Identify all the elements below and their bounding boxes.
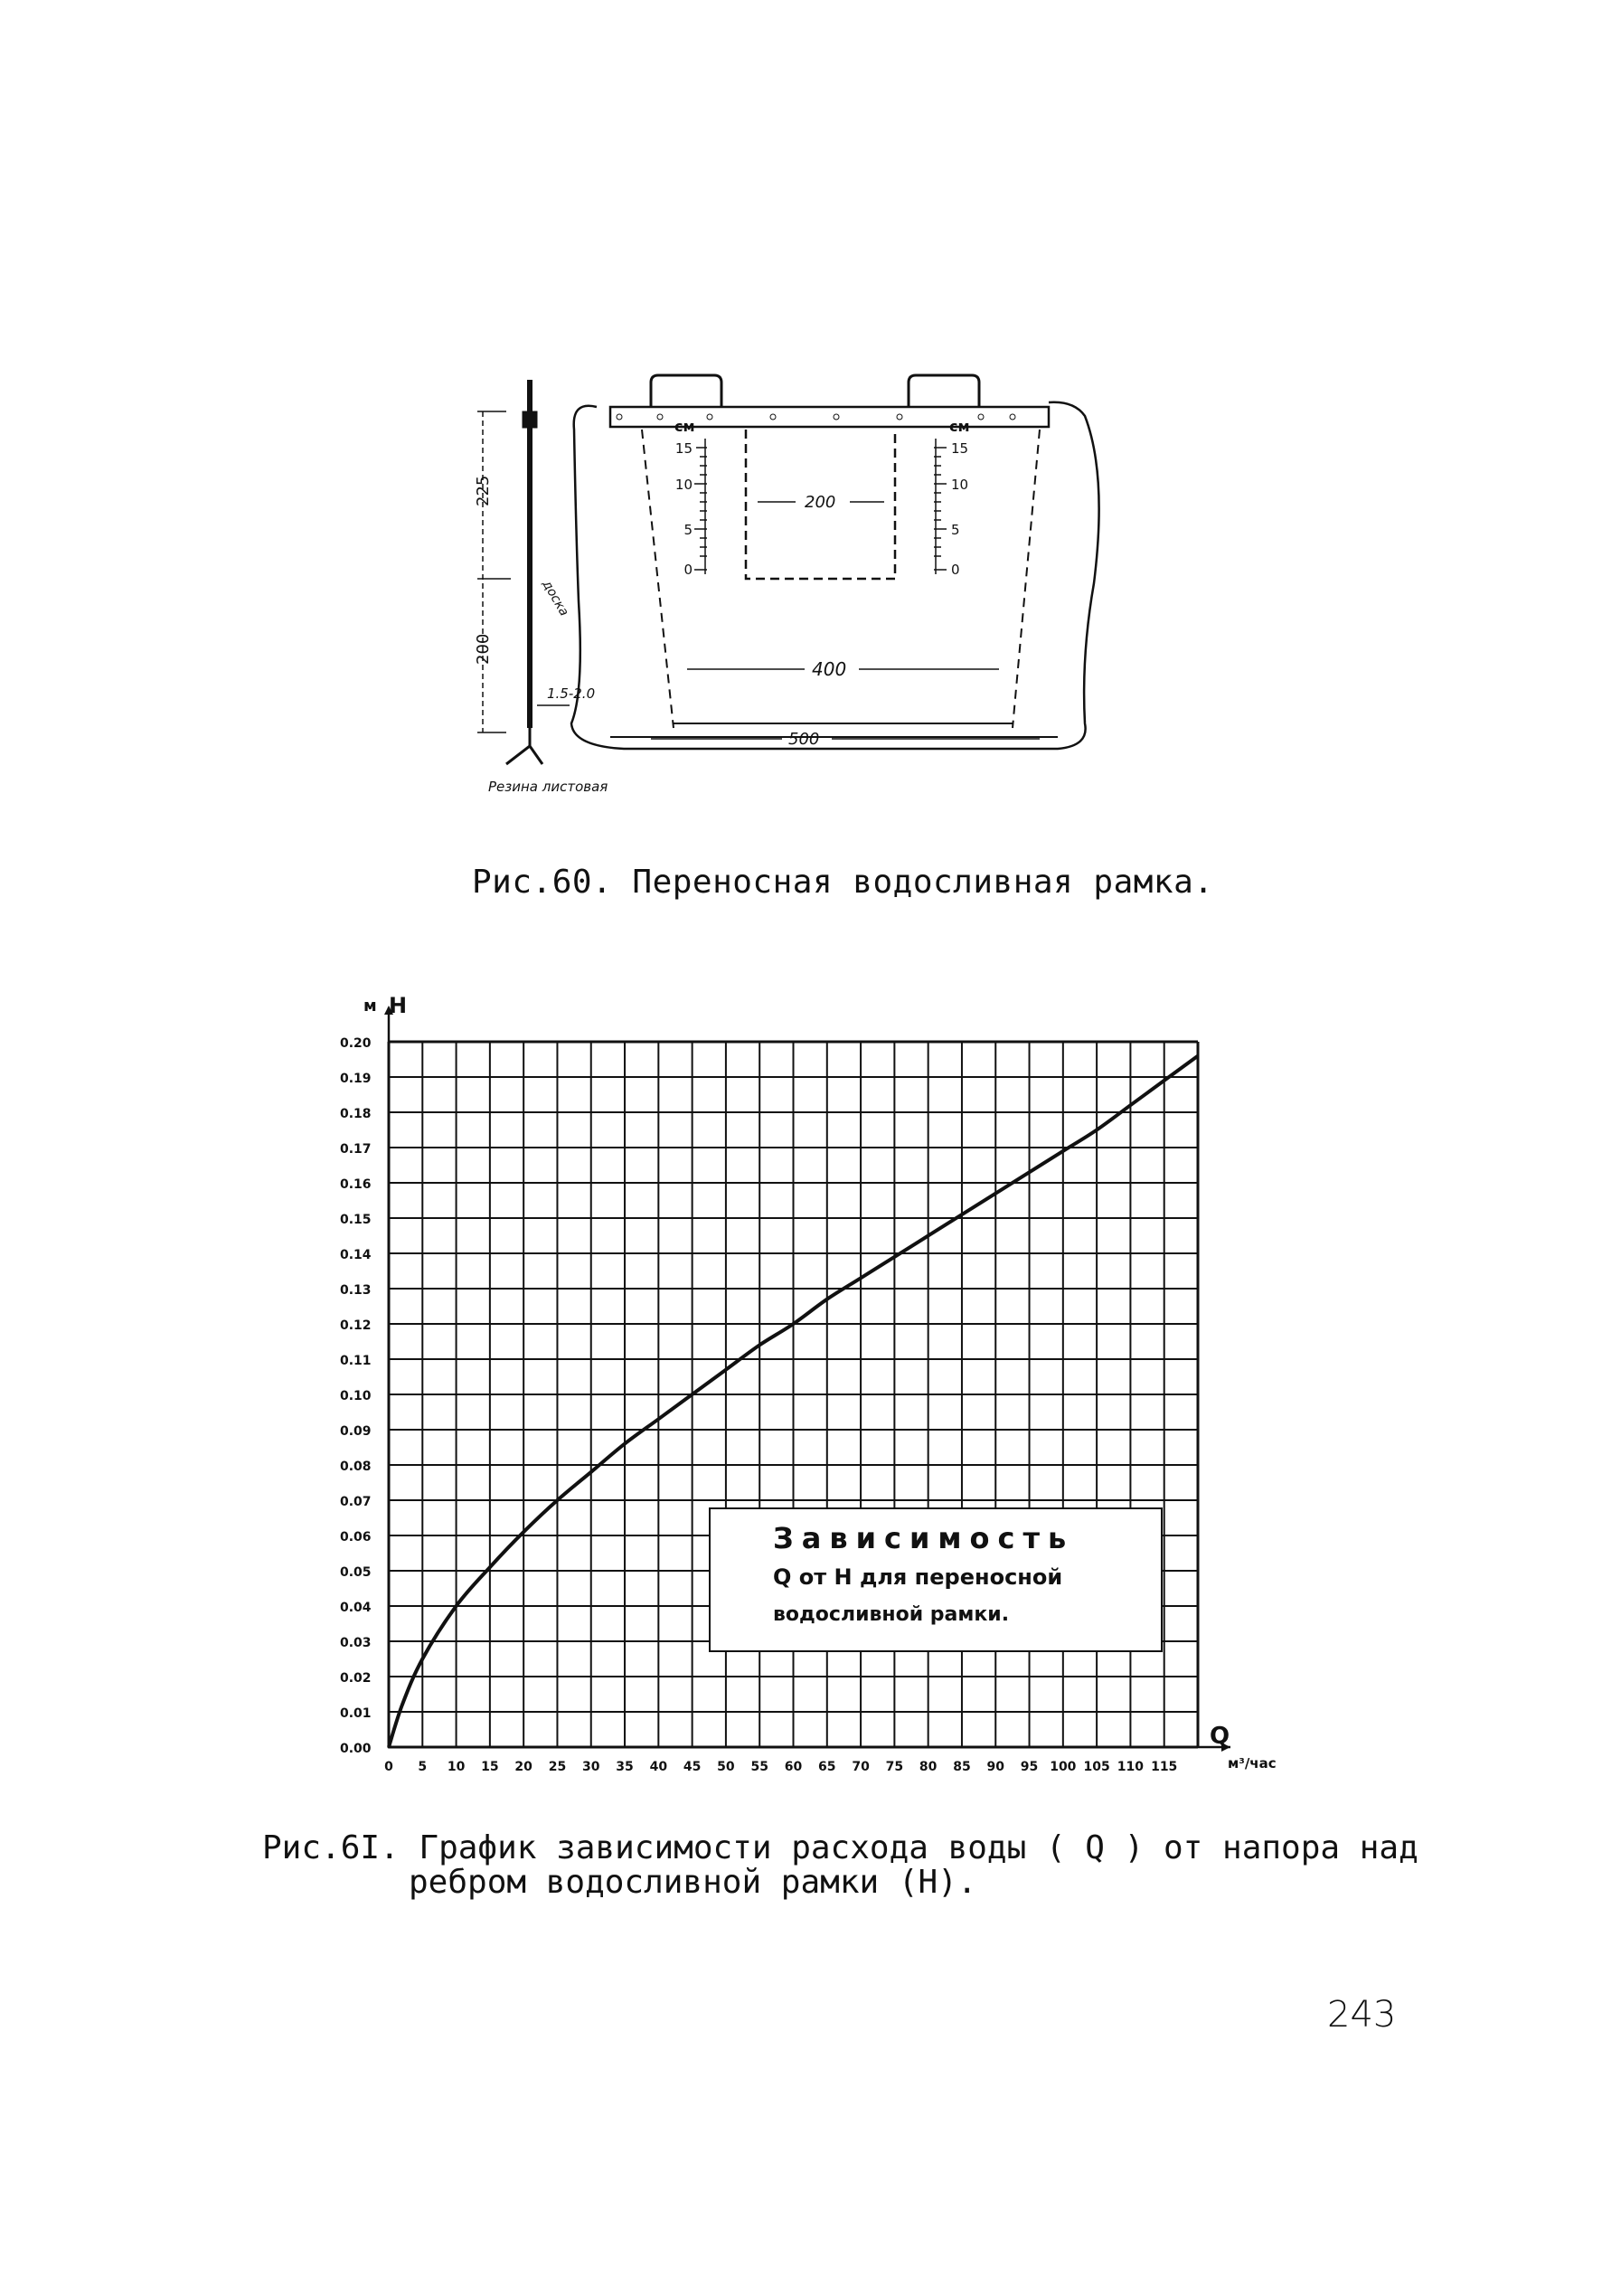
x-unit-label: м³/час <box>1228 1755 1277 1772</box>
x-tick-label: 45 <box>683 1760 702 1774</box>
y-tick-label: 0.02 <box>340 1671 372 1686</box>
mid-width-label: 400 <box>812 658 847 680</box>
y-tick-label: 0.09 <box>340 1424 372 1439</box>
legend-line-3: водосливной рамки. <box>773 1603 1010 1626</box>
series-point <box>388 1746 391 1749</box>
scale-right-15: 15 <box>951 440 969 457</box>
series-point <box>523 1531 525 1534</box>
series-point <box>792 1323 795 1326</box>
x-tick-label: 90 <box>986 1760 1004 1774</box>
legend-box <box>710 1508 1162 1651</box>
y-tick-label: 0.13 <box>340 1283 372 1298</box>
plate-dim-label: 1.5-2.0 <box>547 685 596 702</box>
x-tick-label: 20 <box>514 1760 532 1774</box>
series-point <box>421 1658 424 1660</box>
scale-left-10: 10 <box>674 477 693 493</box>
series-point <box>759 1344 761 1346</box>
y-tick-labels <box>340 1036 372 1756</box>
series-point <box>994 1192 997 1195</box>
series-point <box>1197 1054 1200 1057</box>
x-tick-label: 35 <box>616 1760 634 1774</box>
notch-width-label: 200 <box>805 493 836 512</box>
series-point <box>589 1470 592 1473</box>
y-unit-label: м <box>363 997 377 1016</box>
x-tick-label: 80 <box>919 1760 938 1774</box>
x-tick-label: 85 <box>953 1760 971 1774</box>
figure-61-caption-line-1: Рис.6I. График зависимости расхода воды ( Q ) от напора над <box>262 1829 1418 1866</box>
base-width-label: 500 <box>788 730 820 749</box>
x-tick-labels <box>384 1760 1177 1774</box>
series-point <box>1028 1171 1031 1174</box>
y-tick-label: 0.03 <box>340 1636 372 1650</box>
y-tick-label: 0.04 <box>340 1601 372 1615</box>
y-tick-label: 0.07 <box>340 1495 372 1509</box>
series-point <box>1163 1079 1165 1082</box>
scale-left-0: 0 <box>683 562 693 578</box>
y-tick-label: 0.10 <box>340 1389 372 1403</box>
series-point <box>825 1298 828 1300</box>
y-tick-label: 0.11 <box>340 1354 372 1368</box>
x-tick-label: 55 <box>750 1760 768 1774</box>
x-tick-label: 105 <box>1083 1760 1110 1774</box>
series-point <box>400 1704 403 1706</box>
y-tick-label: 0.16 <box>340 1177 372 1192</box>
x-tick-label: 60 <box>784 1760 803 1774</box>
y-tick-label: 0.06 <box>340 1530 372 1545</box>
y-tick-label: 0.20 <box>340 1036 372 1051</box>
scale-right-0: 0 <box>951 562 960 578</box>
scale-left-15: 15 <box>674 440 693 457</box>
x-tick-label: 50 <box>717 1760 735 1774</box>
x-tick-label: 30 <box>582 1760 600 1774</box>
y-tick-label: 0.01 <box>340 1706 372 1721</box>
series-point <box>1061 1149 1064 1152</box>
x-tick-label: 65 <box>818 1760 836 1774</box>
x-tick-label: 115 <box>1151 1760 1178 1774</box>
scale-right-5: 5 <box>951 522 960 538</box>
series-point <box>960 1214 963 1216</box>
x-tick-label: 95 <box>1020 1760 1039 1774</box>
board-label: доска <box>539 578 571 619</box>
series-point <box>724 1368 727 1371</box>
series-point <box>488 1566 491 1569</box>
y-tick-label: 0.00 <box>340 1742 372 1756</box>
scale-unit-left: см <box>674 418 695 435</box>
scale-right-10: 10 <box>951 477 969 493</box>
x-tick-label: 0 <box>384 1760 393 1774</box>
figure-61-caption <box>262 1831 1418 1900</box>
y-tick-label: 0.12 <box>340 1318 372 1333</box>
series-point <box>860 1277 862 1280</box>
series-point <box>455 1605 457 1608</box>
y-tick-label: 0.17 <box>340 1142 372 1157</box>
figure-61-caption-line-2: ребром водосливной рамки (H). <box>409 1864 977 1901</box>
dim-200-side-label: 200 <box>474 633 493 665</box>
legend-line-2: Q от H для переносной <box>773 1564 1063 1590</box>
x-tick-label: 75 <box>885 1760 904 1774</box>
y-tick-label: 0.14 <box>340 1248 372 1262</box>
y-tick-label: 0.08 <box>340 1460 372 1474</box>
x-tick-label: 70 <box>852 1760 870 1774</box>
x-tick-label: 110 <box>1117 1760 1145 1774</box>
x-axis-label: Q <box>1210 1723 1230 1750</box>
figure-60-caption: Рис.60. Переносная водосливная рамка. <box>472 864 1214 901</box>
series-point <box>1129 1104 1132 1107</box>
scale-left-5: 5 <box>683 522 693 538</box>
y-tick-label: 0.18 <box>340 1107 372 1121</box>
series-point <box>1096 1129 1098 1131</box>
series-point <box>893 1255 896 1258</box>
dim-225-label: 225 <box>474 475 493 506</box>
x-tick-label: 10 <box>447 1760 466 1774</box>
page-number: 243 <box>1327 1994 1397 2036</box>
y-axis-label: H <box>389 993 408 1018</box>
series-point <box>927 1234 929 1237</box>
rubber-label: Резина листовая <box>488 779 608 795</box>
x-tick-label: 100 <box>1050 1760 1077 1774</box>
series-point <box>657 1418 660 1421</box>
y-tick-label: 0.05 <box>340 1565 372 1580</box>
x-tick-label: 5 <box>418 1760 428 1774</box>
scale-unit-right: см <box>949 418 970 435</box>
series-point <box>556 1499 559 1502</box>
x-tick-label: 25 <box>548 1760 567 1774</box>
y-tick-label: 0.19 <box>340 1072 372 1086</box>
series-point <box>691 1394 693 1396</box>
x-tick-label: 15 <box>481 1760 499 1774</box>
legend-title: Зависимость <box>773 1521 1075 1555</box>
series-point <box>624 1442 627 1445</box>
y-tick-label: 0.15 <box>340 1213 372 1227</box>
x-tick-label: 40 <box>649 1760 668 1774</box>
